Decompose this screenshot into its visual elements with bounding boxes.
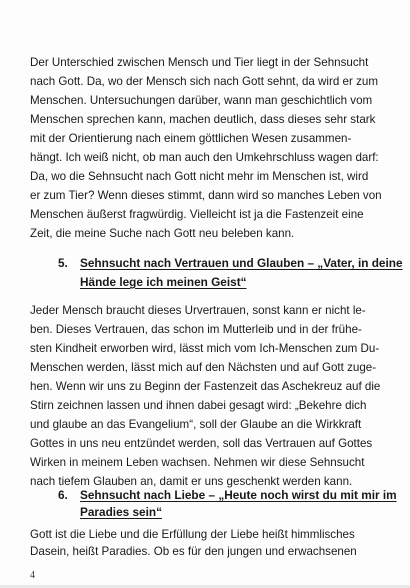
text-line: Wirken in meinem Leben wachsen. Nehmen wir diese Sehnsucht: [30, 456, 365, 469]
text-line: Zeit, die meine Suche nach Gott neu beleben kann.: [30, 227, 295, 240]
page-number: 4: [30, 570, 35, 581]
heading-title-text: Sehnsucht nach Vertrauen und Glauben – „Vater, in deine: [80, 256, 403, 270]
heading-title-line: [80, 505, 162, 519]
heading-title-line: [80, 275, 247, 289]
text-line: Jeder Mensch braucht dieses Urvertrauen, sonst kann er nicht le-: [30, 304, 366, 317]
text-line: er zum Tier? Wenn dieses stimmt, dann wird so manches Leben von: [30, 189, 382, 202]
text-line: mit der Orientierung nach einem göttlichen Wesen zusammen-: [30, 132, 352, 145]
heading-number: 5.: [58, 256, 68, 270]
text-line: Menschen. Untersuchungen darüber, wann man geschichtlich vom: [30, 94, 373, 107]
text-line: Menschen sprechen kann, machen deutlich, dass dieses sehr stark: [30, 113, 376, 126]
text-line: nach tiefem Glauben an, damit er uns geschenkt werden kann.: [30, 475, 353, 488]
heading-title-line: [80, 256, 403, 270]
text-line: Gottes in uns neu entzündet werden, soll das Vertrauen auf Gottes: [30, 437, 373, 450]
text-line: Stirn zeichnen lassen und ihnen dabei gesagt wird: „Bekehre dich: [30, 399, 367, 412]
heading-title-text: Paradies sein“: [80, 505, 162, 519]
text-line: ben. Dieses Vertrauen, das schon im Mutterleib und in der frühe-: [30, 323, 362, 336]
text-line: nach Gott. Da, wo der Mensch sich nach Gott sehnt, da wird er zum: [30, 75, 378, 88]
text-line: Menschen werden, lässt mich auf den Nächsten und auf Gott zuge-: [30, 361, 377, 374]
heading-number: 6.: [58, 488, 68, 502]
text-line: sten Kindheit erworben wird, lässt mich vom Ich-Menschen zum Du-: [30, 342, 380, 355]
heading-title-text: Hände lege ich meinen Geist“: [80, 275, 247, 289]
text-line: Menschen äußerst fragwürdig. Vielleicht ist ja die Fastenzeit eine: [30, 208, 364, 221]
text-line: Dasein, heißt Paradies. Ob es für den jungen und erwachsenen: [30, 545, 357, 558]
text-line: und glaube an das Evangelium“, soll der Glaube an die Wirkkraft: [30, 418, 362, 431]
heading-title-line: [80, 488, 397, 502]
text-line: Gott ist die Liebe und die Erfüllung der Liebe heißt himmlisches: [30, 528, 355, 541]
heading-title-text: Sehnsucht nach Liebe – „Heute noch wirst du mit mir im: [80, 488, 397, 502]
text-line: hen. Wenn wir uns zu Beginn der Fastenzeit das Aschekreuz auf die: [30, 380, 381, 393]
text-line: hängt. Ich weiß nicht, ob man auch den Umkehrschluss wagen darf:: [30, 151, 379, 164]
text-line: Der Unterschied zwischen Mensch und Tier liegt in der Sehnsucht: [30, 56, 369, 69]
text-line: Da, wo die Sehnsucht nach Gott nicht mehr im Menschen ist, wird: [30, 170, 369, 183]
